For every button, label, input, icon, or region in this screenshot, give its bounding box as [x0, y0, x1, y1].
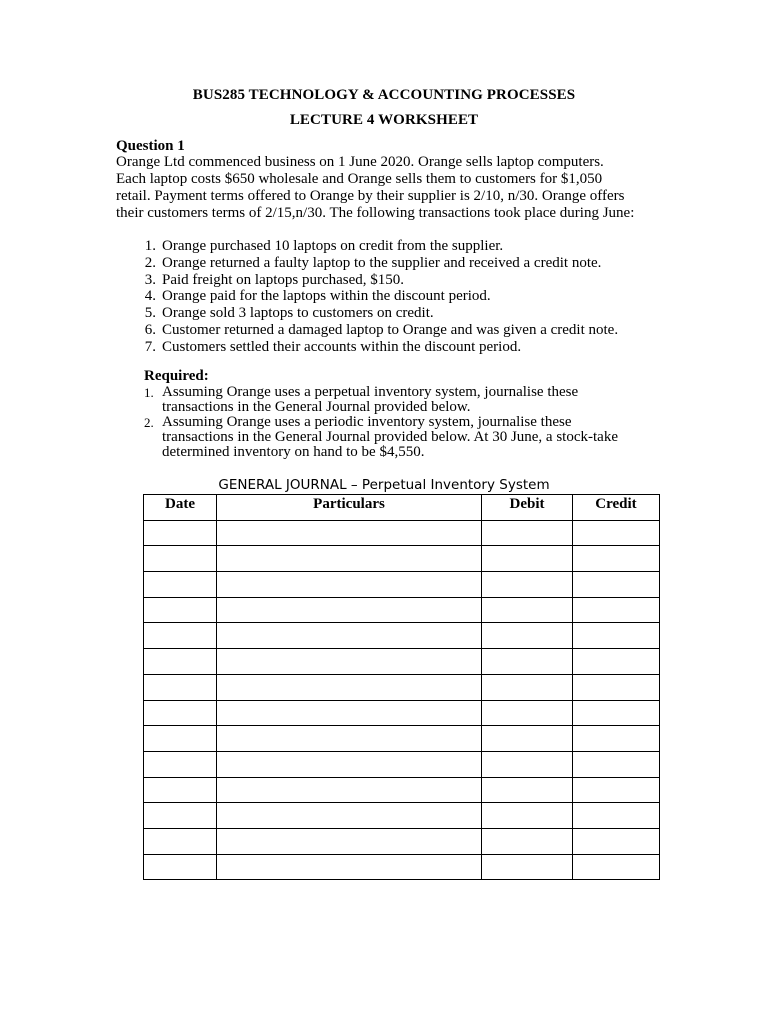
date-cell[interactable]: [144, 572, 217, 598]
particulars-cell[interactable]: [217, 674, 482, 700]
credit-cell[interactable]: [573, 828, 660, 854]
list-number: 5.: [144, 305, 156, 322]
particulars-cell[interactable]: [217, 520, 482, 546]
debit-cell[interactable]: [482, 777, 573, 803]
worksheet-title: LECTURE 4 WORKSHEET: [289, 112, 479, 128]
debit-cell[interactable]: [482, 726, 573, 752]
column-header-credit: Credit: [573, 495, 660, 521]
credit-cell[interactable]: [573, 854, 660, 880]
list-text: Orange paid for the laptops within the discount period.: [162, 288, 491, 305]
table-row: [144, 777, 660, 803]
list-number: 1.: [144, 385, 154, 400]
credit-cell[interactable]: [573, 803, 660, 829]
debit-cell[interactable]: [482, 572, 573, 598]
list-number: 7.: [144, 338, 156, 355]
table-row: [144, 623, 660, 649]
list-item: [116, 238, 676, 255]
list-item: [116, 272, 676, 289]
debit-cell[interactable]: [482, 546, 573, 572]
particulars-cell[interactable]: [217, 572, 482, 598]
particulars-cell[interactable]: [217, 803, 482, 829]
column-header-particulars: Particulars: [217, 495, 482, 521]
question-intro: [116, 154, 676, 222]
debit-cell[interactable]: [482, 828, 573, 854]
list-text: Paid freight on laptops purchased, $150.: [162, 271, 405, 288]
table-row: [144, 649, 660, 675]
list-item: [116, 322, 676, 339]
particulars-cell[interactable]: [217, 700, 482, 726]
column-header-debit: Debit: [482, 495, 573, 521]
table-row: [144, 572, 660, 598]
table-row: [144, 803, 660, 829]
date-cell[interactable]: [144, 546, 217, 572]
list-number: 6.: [144, 321, 156, 338]
date-cell[interactable]: [144, 520, 217, 546]
table-row: [144, 854, 660, 880]
list-item: [116, 255, 676, 272]
table-row: [144, 726, 660, 752]
credit-cell[interactable]: [573, 597, 660, 623]
credit-cell[interactable]: [573, 700, 660, 726]
general-journal-table: [143, 494, 660, 880]
date-cell[interactable]: [144, 777, 217, 803]
list-text: Customer returned a damaged laptop to Orange and was given a credit note.: [162, 321, 619, 338]
credit-cell[interactable]: [573, 623, 660, 649]
list-item: [116, 288, 676, 305]
required-list: [144, 385, 664, 460]
particulars-cell[interactable]: [217, 854, 482, 880]
table-row: [144, 674, 660, 700]
list-text: Customers settled their accounts within the discount period.: [162, 338, 522, 355]
date-cell[interactable]: [144, 674, 217, 700]
particulars-cell[interactable]: [217, 726, 482, 752]
particulars-cell[interactable]: [217, 777, 482, 803]
list-number: 4.: [144, 288, 156, 305]
list-text: determined inventory on hand to be $4,550.: [162, 444, 425, 460]
particulars-cell[interactable]: [217, 597, 482, 623]
table-row: [144, 751, 660, 777]
debit-cell[interactable]: [482, 803, 573, 829]
credit-cell[interactable]: [573, 572, 660, 598]
journal-title: GENERAL JOURNAL – Perpetual Inventory System: [218, 477, 550, 493]
course-title: BUS285 TECHNOLOGY & ACCOUNTING PROCESSES: [192, 87, 576, 103]
debit-cell[interactable]: [482, 854, 573, 880]
date-cell[interactable]: [144, 726, 217, 752]
table-row: [144, 520, 660, 546]
date-cell[interactable]: [144, 700, 217, 726]
debit-cell[interactable]: [482, 597, 573, 623]
table-row: [144, 828, 660, 854]
list-text: transactions in the General Journal provided below. At 30 June, a stock-take: [162, 429, 618, 445]
intro-line: retail. Payment terms offered to Orange by their supplier is 2/10, n/30. Orange offers: [116, 188, 625, 204]
table-row: [144, 546, 660, 572]
particulars-cell[interactable]: [217, 828, 482, 854]
list-number: 2.: [144, 415, 154, 430]
table-header-row: [144, 495, 660, 521]
list-text: Orange returned a faulty laptop to the supplier and received a credit note.: [162, 254, 602, 271]
list-number: 3.: [144, 271, 156, 288]
credit-cell[interactable]: [573, 520, 660, 546]
list-number: 2.: [144, 254, 156, 271]
particulars-cell[interactable]: [217, 649, 482, 675]
table-row: [144, 597, 660, 623]
debit-cell[interactable]: [482, 751, 573, 777]
list-text: Assuming Orange uses a perpetual inventory system, journalise these: [162, 384, 579, 400]
date-cell[interactable]: [144, 803, 217, 829]
credit-cell[interactable]: [573, 777, 660, 803]
question-heading: Question 1: [116, 138, 185, 154]
intro-line: Each laptop costs $650 wholesale and Orange sells them to customers for $1,050: [116, 171, 603, 187]
list-text: Assuming Orange uses a periodic inventory system, journalise these: [162, 414, 572, 430]
list-item: [116, 339, 676, 356]
debit-cell[interactable]: [482, 649, 573, 675]
list-text: Orange purchased 10 laptops on credit from the supplier.: [162, 238, 504, 254]
list-number: 1.: [144, 238, 156, 254]
required-heading: Required:: [144, 368, 209, 384]
list-item: [116, 305, 676, 322]
credit-cell[interactable]: [573, 649, 660, 675]
credit-cell[interactable]: [573, 751, 660, 777]
date-cell[interactable]: [144, 597, 217, 623]
intro-line: Orange Ltd commenced business on 1 June 2020. Orange sells laptop computers.: [116, 154, 604, 170]
transaction-list: [116, 238, 676, 356]
intro-line: their customers terms of 2/15,n/30. The following transactions took place during June:: [116, 205, 635, 221]
date-cell[interactable]: [144, 751, 217, 777]
credit-cell[interactable]: [573, 674, 660, 700]
particulars-cell[interactable]: [217, 546, 482, 572]
list-item: [144, 385, 664, 415]
particulars-cell[interactable]: [217, 751, 482, 777]
debit-cell[interactable]: [482, 674, 573, 700]
debit-cell[interactable]: [482, 700, 573, 726]
date-cell[interactable]: [144, 623, 217, 649]
date-cell[interactable]: [144, 828, 217, 854]
column-header-date: Date: [144, 495, 217, 521]
table-row: [144, 700, 660, 726]
date-cell[interactable]: [144, 854, 217, 880]
journal-body: [144, 520, 660, 880]
list-text: Orange sold 3 laptops to customers on credit.: [162, 305, 434, 322]
debit-cell[interactable]: [482, 520, 573, 546]
list-item: [144, 415, 664, 460]
credit-cell[interactable]: [573, 726, 660, 752]
credit-cell[interactable]: [573, 546, 660, 572]
list-text: transactions in the General Journal provided below.: [162, 399, 471, 415]
particulars-cell[interactable]: [217, 623, 482, 649]
date-cell[interactable]: [144, 649, 217, 675]
debit-cell[interactable]: [482, 623, 573, 649]
